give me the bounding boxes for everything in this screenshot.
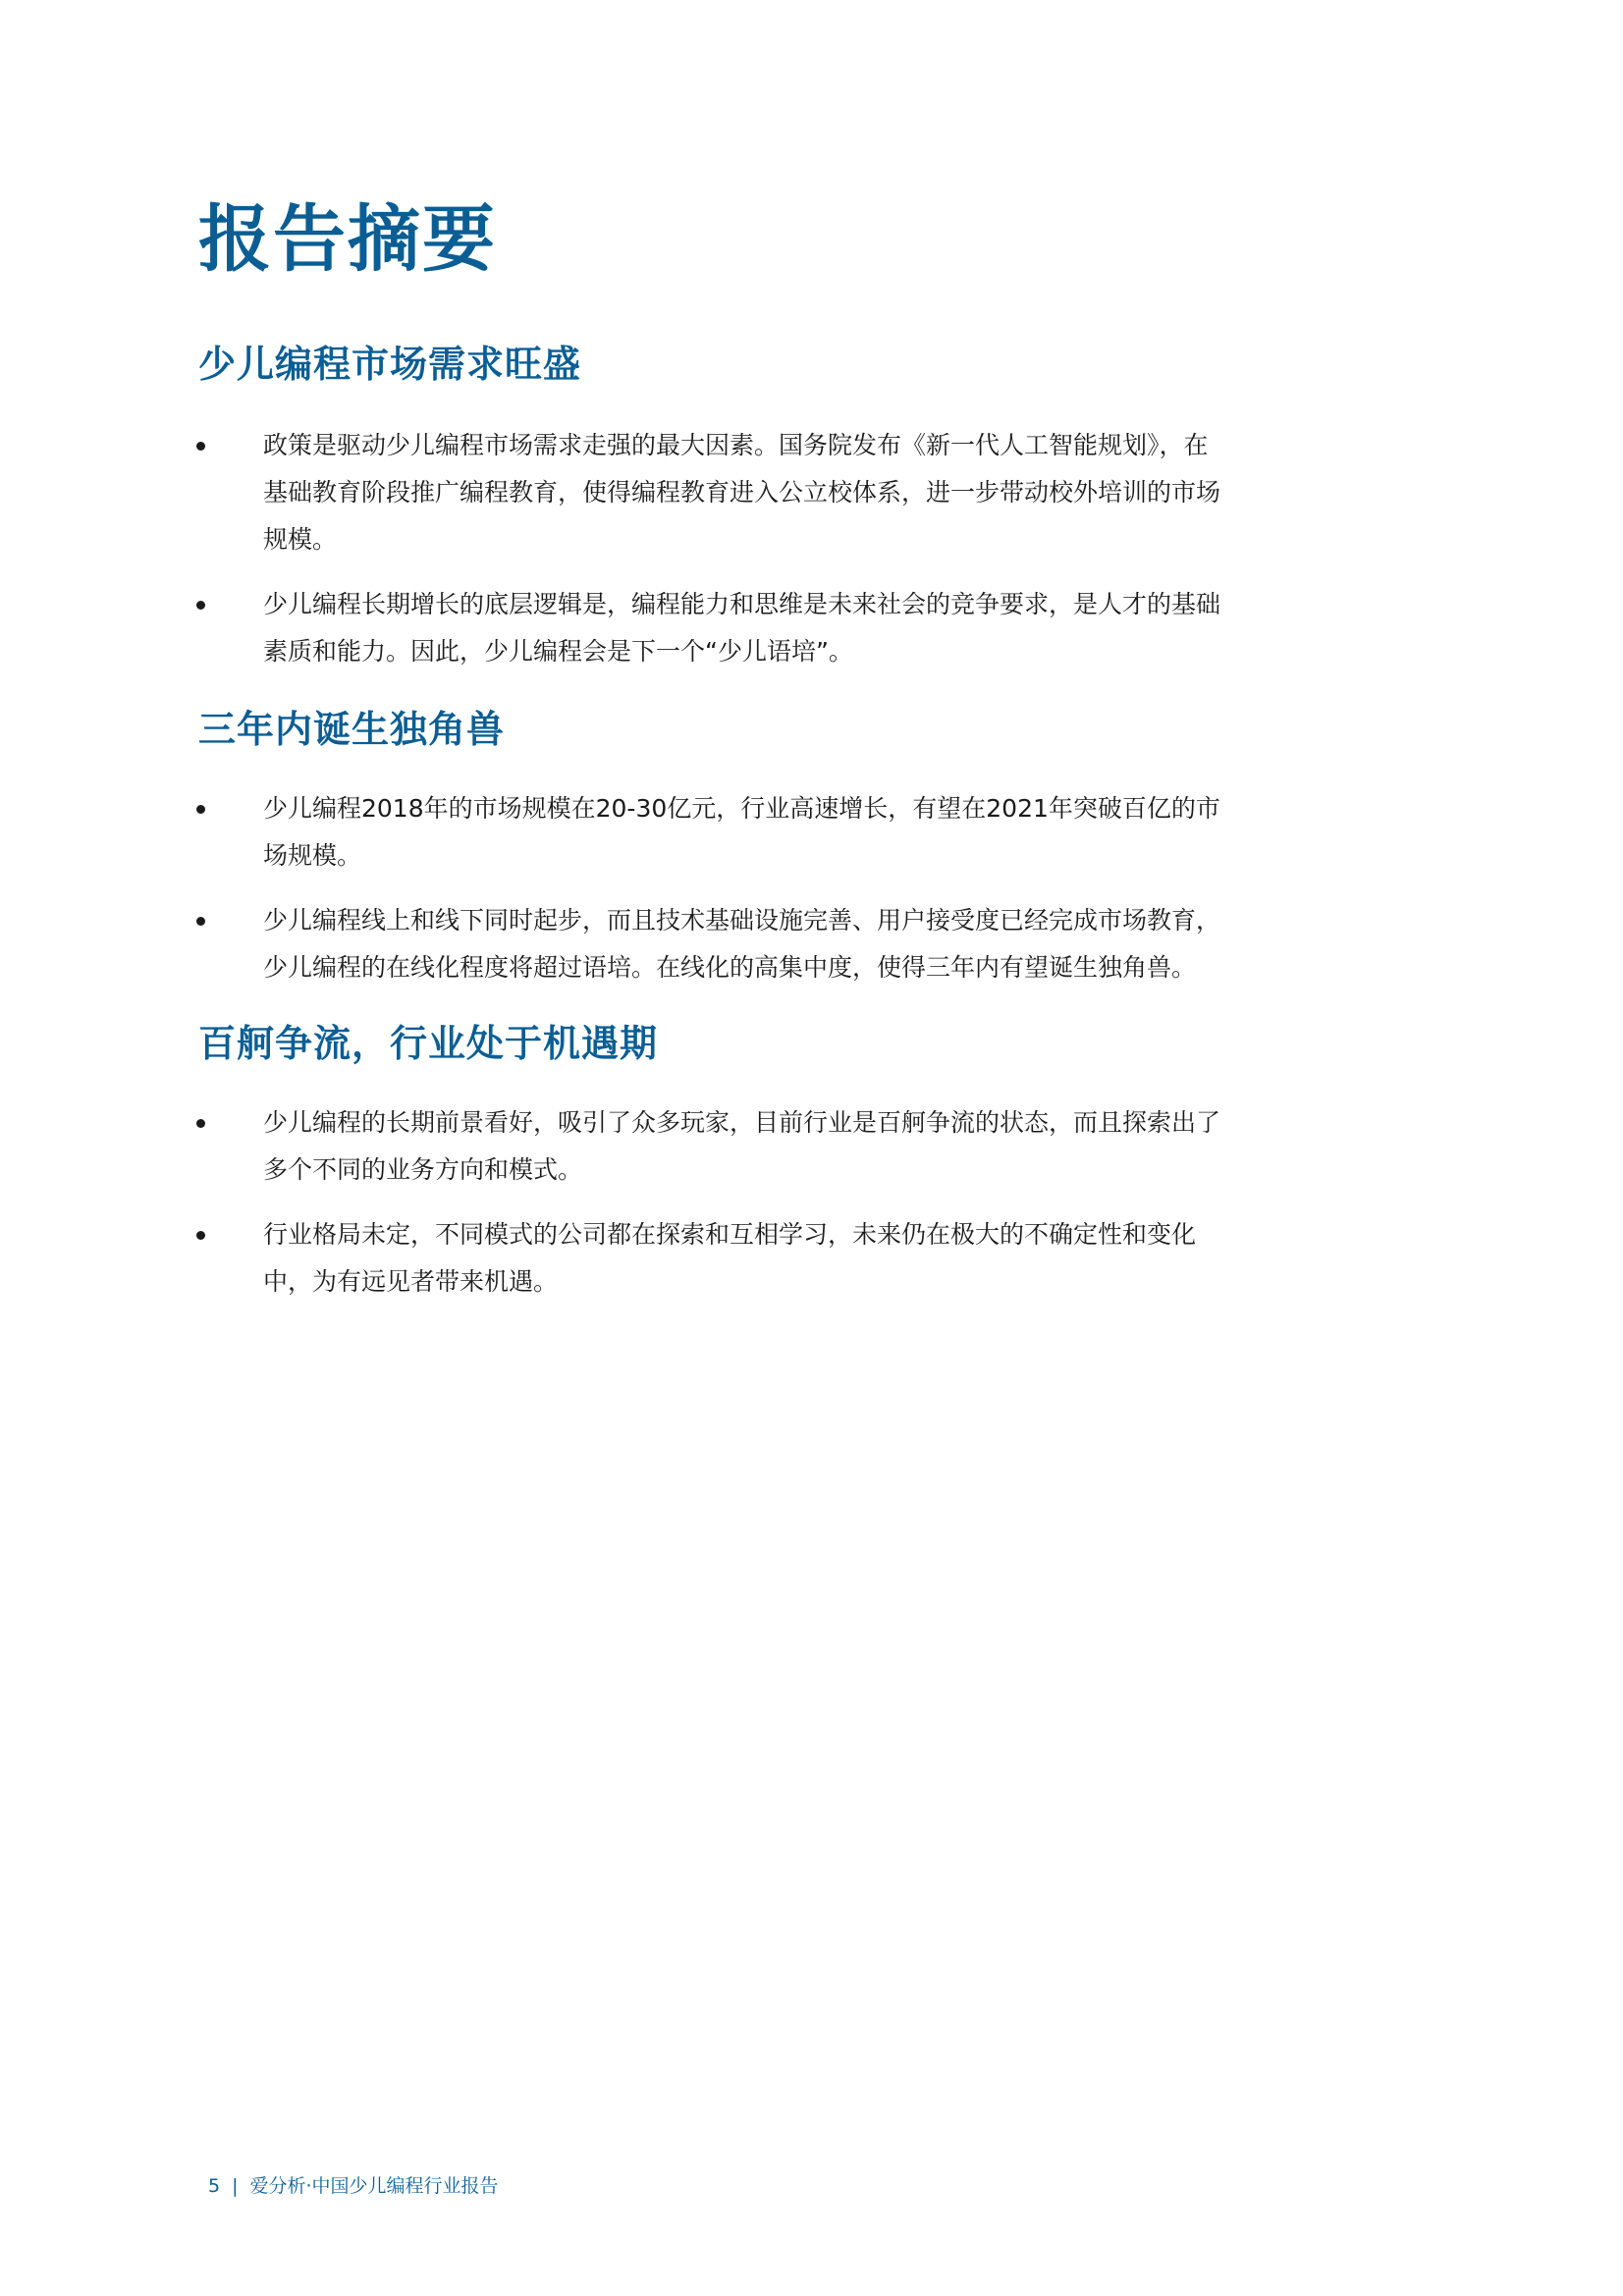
bullet-dot-icon — [196, 601, 205, 610]
bullet-text: 政策是驱动少儿编程市场需求走强的最大因素。国务院发布《新一代人工智能规划》，在基础教育阶段推广编程教育，使得编程教育进入公立校体系，进一步带动校外培训的市场规模。 — [263, 431, 1221, 554]
report-name: 爱分析·中国少儿编程行业报告 — [249, 2175, 499, 2197]
bullet-dot-icon — [196, 805, 205, 814]
bullet-item — [0, 422, 1225, 563]
section-heading-demand: 少儿编程市场需求旺盛 — [198, 343, 582, 386]
section-bullets-unicorn — [0, 785, 1623, 1009]
footer-separator: | — [232, 2175, 239, 2197]
bullet-text: 少儿编程长期增长的底层逻辑是，编程能力和思维是未来社会的竞争要求，是人才的基础素质和能力。因此，少儿编程会是下一个“少儿语培”。 — [263, 590, 1221, 666]
bullet-item — [0, 785, 1225, 880]
bullet-dot-icon — [196, 442, 205, 451]
bullet-item — [0, 897, 1225, 991]
bullet-text: 行业格局未定，不同模式的公司都在探索和互相学习，未来仍在极大的不确定性和变化中，为有远见者带来机遇。 — [263, 1220, 1197, 1296]
section-heading-unicorn: 三年内诞生独角兽 — [198, 708, 506, 751]
bullet-item — [0, 1099, 1225, 1194]
bullet-dot-icon — [196, 1119, 205, 1128]
bullet-item — [0, 1211, 1225, 1306]
bullet-dot-icon — [196, 917, 205, 926]
bullet-item — [0, 581, 1225, 675]
section-bullets-demand — [0, 422, 1623, 693]
page-number: 5 — [208, 2175, 221, 2197]
page-title: 报告摘要 — [198, 197, 497, 282]
section-heading-opportunity: 百舸争流，行业处于机遇期 — [198, 1022, 659, 1065]
bullet-text: 少儿编程2018年的市场规模在20-30亿元，行业高速增长，有望在2021年突破百亿的市场规模。 — [263, 794, 1220, 870]
section-bullets-opportunity — [0, 1099, 1623, 1323]
bullet-text: 少儿编程的长期前景看好，吸引了众多玩家，目前行业是百舸争流的状态，而且探索出了多个不同的业务方向和模式。 — [263, 1108, 1221, 1184]
page-footer — [208, 2173, 499, 2199]
bullet-dot-icon — [196, 1231, 205, 1240]
bullet-text: 少儿编程线上和线下同时起步，而且技术基础设施完善、用户接受度已经完成市场教育，少儿编程的在线化程度将超过语培。在线化的高集中度，使得三年内有望诞生独角兽。 — [263, 906, 1221, 982]
